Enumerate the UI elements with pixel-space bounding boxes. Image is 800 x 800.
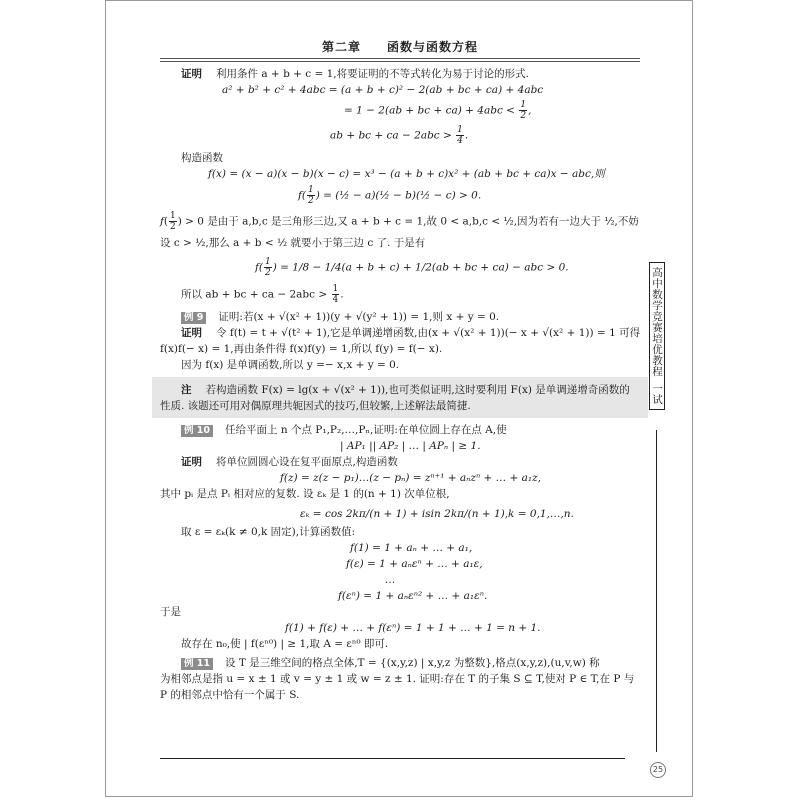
sum-line: f(1) + f(ε) + … + f(εⁿ) = 1 + 1 + … + 1 = n + 1. xyxy=(285,622,541,634)
eq3-text: ab + bc + ca − 2abc > xyxy=(330,129,452,142)
proof-intro-text: 将单位圆圆心设在复平面原点,构造函数 xyxy=(216,456,398,468)
eq2-text: = 1 − 2(ab + bc + ca) + 4abc < xyxy=(344,104,515,117)
example-11-badge: 例 11 xyxy=(181,658,213,670)
value-f-epsilon-n: f(εⁿ) = 1 + aₙεⁿ² + … + a₁εⁿ. xyxy=(338,590,488,602)
example-10-proof-intro xyxy=(160,454,640,470)
page-content xyxy=(160,66,640,703)
fraction-one-half xyxy=(307,185,315,206)
example-11-line-2: 为相邻点是指 u = x ± 1 或 v = y ± 1 或 w = z ± 1. 证明:存在 T 的子集 S ⊆ T,使对 P ∈ T,在 P 与 xyxy=(160,673,635,685)
unit-root-formula: εₖ = cos 2kπ/(n + 1) + isin 2kπ/(n + 1),k = 0,1,…,n. xyxy=(300,508,574,520)
equation-1 xyxy=(160,82,640,98)
note-text-1: 若构造函数 F(x) = lg(x + √(x² + 1)),也可类似证明,这时要利用 F(x) 是单调递增奇函数的 xyxy=(205,384,630,396)
value-f1: f(1) = 1 + aₙ + … + a₁, xyxy=(350,542,473,554)
example-11-line-1 xyxy=(160,655,640,671)
frac-num: 1 xyxy=(308,185,314,195)
proof-intro-text: 利用条件 a + b + c = 1,将要证明的不等式转化为易于讨论的形式. xyxy=(216,68,529,80)
frac-den: 4 xyxy=(457,136,463,146)
side-tab-volume: 一试 xyxy=(651,383,663,405)
example-10-inequality: | AP₁ || AP₂ | … | APₙ | ≥ 1. xyxy=(340,440,481,452)
f-half-product: f( $\frac{1}{2}$ ) = (½ − a)(½ − b)(½ − c) > 0. xyxy=(298,185,482,206)
side-tab-label: 高中数学竞赛培优教程 xyxy=(651,267,663,377)
fraction-one-half xyxy=(264,257,272,278)
f-symbol: f xyxy=(298,189,302,202)
chapter-title: 函数与函数方程 xyxy=(387,40,479,54)
frac-num: 1 xyxy=(332,284,339,294)
note-line-1 xyxy=(160,382,640,398)
example-9-text: 证明:若(x + √(x² + 1))(y + √(y² + 1)) = 1,则 x + y = 0. xyxy=(218,311,500,323)
fraction-one-half xyxy=(519,100,527,121)
conclusion-line xyxy=(160,284,640,305)
take-epsilon-line: 取 ε = εₖ(k ≠ 0,k 固定),计算函数值: xyxy=(181,526,356,538)
where-line: 其中 pᵢ 是点 Pᵢ 相对应的复数. 设 εₖ 是 1 的(n + 1) 次单位根, xyxy=(160,488,450,500)
example-10-statement xyxy=(160,422,640,438)
chapter-header xyxy=(160,38,640,55)
side-vertical-rule xyxy=(656,430,657,752)
proof-label: 证明 xyxy=(181,68,202,80)
eq3-tail: . xyxy=(464,129,469,142)
frac-num: 1 xyxy=(520,100,527,110)
header-double-rule xyxy=(160,58,640,62)
example-9-badge: 例 9 xyxy=(181,312,206,324)
note-box xyxy=(152,377,648,418)
f-half-expand-text: = 1/8 − 1/4(a + b + c) + 1/2(ab + bc + ca) − abc > 0. xyxy=(280,261,569,274)
fraction-one-quarter xyxy=(456,125,464,146)
f-half-rhs: = (½ − a)(½ − b)(½ − c) > 0. xyxy=(323,189,482,202)
equation-3 xyxy=(160,125,640,146)
example-9-proof-line-3: 因为 f(x) 是单调函数,所以 y =− x,x + y = 0. xyxy=(181,359,400,371)
proof-text: 令 f(t) = t + √(t² + 1),它是单调递增函数,由(x + √(x² + 1))(− x + √(x² + 1)) = 1 可得 xyxy=(216,327,641,339)
value-ellipsis: … xyxy=(384,574,396,586)
example-10-final: 故存在 n₀,使 | f(εⁿ⁰) | ≥ 1,取 A = εⁿ⁰ 即可. xyxy=(181,638,389,650)
conclusion-text: 所以 ab + bc + ca − 2abc > xyxy=(181,288,328,301)
fraction-one-quarter xyxy=(332,284,340,305)
proof-intro xyxy=(160,66,640,82)
example-9-proof-line-1 xyxy=(160,325,640,341)
proof-label: 证明 xyxy=(181,327,202,339)
frac-den: 2 xyxy=(264,268,271,278)
construct-label: 构造函数 xyxy=(181,152,223,164)
example-11-text-1: 设 T 是三维空间的格点全体,T = {(x,y,z) | x,y,z 为整数},格点(x,y,z),(u,v,w) 称 xyxy=(225,657,600,669)
example-11-line-3: P 的相邻点中恰有一个属于 S. xyxy=(160,689,300,701)
conclusion-tail: . xyxy=(340,288,344,301)
f-half-expansion: f( $\frac{1}{2}$ ) = 1/8 − 1/4(a + b + c) + 1/2(ab + bc + ca) − abc > 0. xyxy=(255,257,569,278)
frac-num: 1 xyxy=(170,211,176,221)
note-line-2: 性质. 该题还可用对偶原理共轭因式的技巧,但较繁,上述解法最简捷. xyxy=(160,400,471,412)
frac-den: 2 xyxy=(170,222,176,232)
reason-line-2: 设 c > ½,那么 a + b < ½ 就要小于第三边 c 了. 于是有 xyxy=(160,237,426,249)
frac-den: 2 xyxy=(308,196,314,206)
thus-line: 于是 xyxy=(160,606,181,618)
chapter-number: 第二章 xyxy=(321,40,361,54)
eq1-rhs: = (a + b + c)² − 2(ab + bc + ca) + 4abc xyxy=(328,84,544,96)
frac-num: 1 xyxy=(264,257,271,267)
fx-definition: f(x) = (x − a)(x − b)(x − c) = x³ − (a + b + c)x² + (ab + bc + ca)x − abc,则 xyxy=(208,168,605,180)
bottom-rule xyxy=(160,758,625,759)
side-tab xyxy=(649,262,665,410)
frac-den: 2 xyxy=(520,111,527,121)
fraction-one-half xyxy=(169,211,177,232)
eq2-tail: , xyxy=(528,104,532,117)
frac-num: 1 xyxy=(457,125,463,135)
fz-definition: f(z) = z(z − p₁)…(z − pₙ) = zⁿ⁺¹ + aₙzⁿ + … + a₁z, xyxy=(280,472,541,484)
frac-den: 4 xyxy=(332,295,339,305)
eq1-lhs: a² + b² + c² + 4abc xyxy=(222,84,326,96)
value-f-epsilon: f(ε) = 1 + aₙεⁿ + … + a₁ε, xyxy=(346,558,483,570)
proof-label: 证明 xyxy=(181,456,202,468)
example-9-statement xyxy=(160,309,640,325)
reason-text-1: > 0 是由于 a,b,c 是三角形三边,又 a + b + c = 1,故 0 < a,b,c < ½,因为若有一边大于 ½,不妨 xyxy=(185,215,639,228)
example-9-proof-line-2: f(x)f(− x) = 1,再由条件得 f(x)f(y) = 1,所以 f(y) = f(− x). xyxy=(160,343,443,355)
example-10-badge: 例 10 xyxy=(181,425,213,437)
page-number: 25 xyxy=(650,762,666,778)
note-label: 注 xyxy=(181,384,192,396)
example-10-text: 任给平面上 n 个点 P₁,P₂,…,Pₙ,证明:在单位圆上存在点 A,使 xyxy=(225,424,507,436)
equation-2 xyxy=(160,100,640,121)
reason-line-1: f( $\frac{1}{2}$ ) > 0 是由于 a,b,c 是三角形三边,又 a + b + c = 1,故 0 < a,b,c < ½,因为若有一边大于 ½,不妨 xyxy=(160,211,639,232)
